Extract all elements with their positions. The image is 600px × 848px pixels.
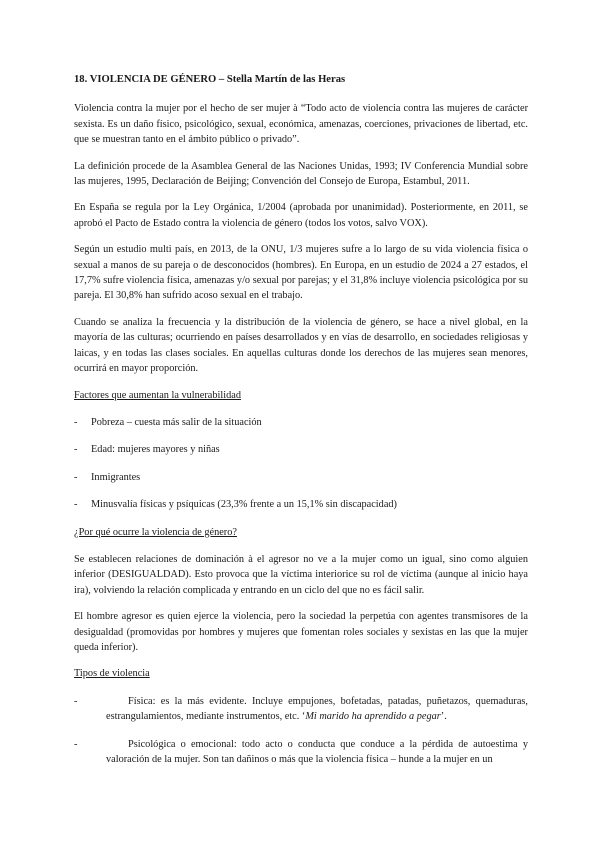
list-item: [74, 694, 528, 725]
paragraph-domination: Se establecen relaciones de dominación à el agresor no ve a la mujer como un igual, sino como alguien inferior (DESIGUALDAD). Esto provoca que la víctima interiorice su rol de víctima (aunque al inicio haya ira), volviendo la relación complicada y entrando en un ciclo del que no es fácil salir.: [74, 553, 528, 596]
section-heading-types: Tipos de violencia: [74, 668, 150, 680]
paragraph-aggressor: El hombre agresor es quien ejerce la violencia, pero la sociedad la perpetúa con agentes transmisores de la desigualdad (promovidas por hombres y mujeres que fomentan roles sociales y sexistas en las que la mujer queda inferior).: [74, 611, 528, 653]
bullet-dash: -: [74, 416, 78, 428]
list-item-text: Minusvalía físicas y psíquicas (23,3% frente a un 15,1% sin discapacidad): [91, 499, 397, 511]
paragraph-distribution: Cuando se analiza la frecuencia y la distribución de la violencia de género, se hace a nivel global, en la mayoría de las culturas; ocurriendo en países desarrollados y en vías de desarrollo, en sociedades religiosas y laicas, y en todas las clases sociales. En aquellas culturas donde los derechos de las mujeres sean menores, ocurrirá en mayor proporción.: [74, 316, 528, 375]
list-item-text: Inmigrantes: [91, 471, 141, 483]
list-item: [74, 737, 528, 768]
bullet-dash: -: [74, 444, 78, 456]
list-item: [74, 470, 528, 485]
violence-types-list: [74, 694, 528, 768]
type-physical-text: Física: es la más evidente. Incluye empujones, bofetadas, patadas, puñetazos, quemaduras, estrangulamientos, mediante instrumentos, etc. ‘: [106, 695, 528, 723]
bullet-dash: -: [74, 499, 78, 511]
page-title: 18. VIOLENCIA DE GÉNERO – Stella Martín de las Heras: [74, 74, 346, 85]
list-item-text: Pobreza – cuesta más salir de la situación: [91, 416, 262, 428]
bullet-dash: -: [74, 695, 78, 707]
document-body: [74, 72, 528, 779]
list-item: [74, 497, 528, 512]
paragraph-spain-law: En España se regula por la Ley Orgánica, 1/2004 (aprobada por unanimidad). Posteriormente, en 2011, se aprobó el Pacto de Estado contra la violencia de género (todos los votos, salvo VOX).: [74, 202, 528, 229]
section-heading-why: ¿Por qué ocurre la violencia de género?: [74, 526, 237, 538]
factors-list: [74, 415, 528, 513]
bullet-dash: -: [74, 471, 78, 483]
section-heading-factors: Factores que aumentan la vulnerabilidad: [74, 389, 241, 401]
paragraph-origin: La definición procede de la Asamblea General de las Naciones Unidas, 1993; IV Conferencia Mundial sobre las mujeres, 1995, Declaración de Beijing; Convención del Consejo de Europa, Estambul, 2011.: [74, 160, 528, 188]
paragraph-definition: Violencia contra la mujer por el hecho de ser mujer à “Todo acto de violencia contra las mujeres de carácter sexista. Es un daño físico, psicológico, sexual, económica, amenazas, coerciones, privaciones de libertad, etc. que se muestran tanto en el ámbito público o privado”.: [74, 103, 528, 146]
type-physical-tail: ’.: [440, 711, 447, 723]
type-psychological-text: Psicológica o emocional: todo acto o conducta que conduce a la pérdida de autoestima y valoración de la mujer. Son tan dañinos o más que la violencia física – hunde a la mujer en un: [106, 738, 528, 765]
bullet-dash: -: [74, 738, 78, 750]
list-item-text: Edad: mujeres mayores y niñas: [91, 444, 220, 456]
list-item: [74, 415, 528, 430]
list-item: [74, 442, 528, 457]
paragraph-statistics: Según un estudio multi país, en 2013, de la ONU, 1/3 mujeres sufre a lo largo de su vida violencia física o sexual a manos de su pareja o de desconocidos (hombres). En Europa, en un estudio de 2024 a 27 estados, el 17,7% sufre violencia física, amenazas y/o sexual por parejas; y el 31,8% incluye violencia psicológica por su pareja. El 30,8% han sufrido acoso sexual en el trabajo.: [74, 244, 528, 302]
type-physical-quote: Mi marido ha aprendido a pegar: [305, 711, 441, 723]
